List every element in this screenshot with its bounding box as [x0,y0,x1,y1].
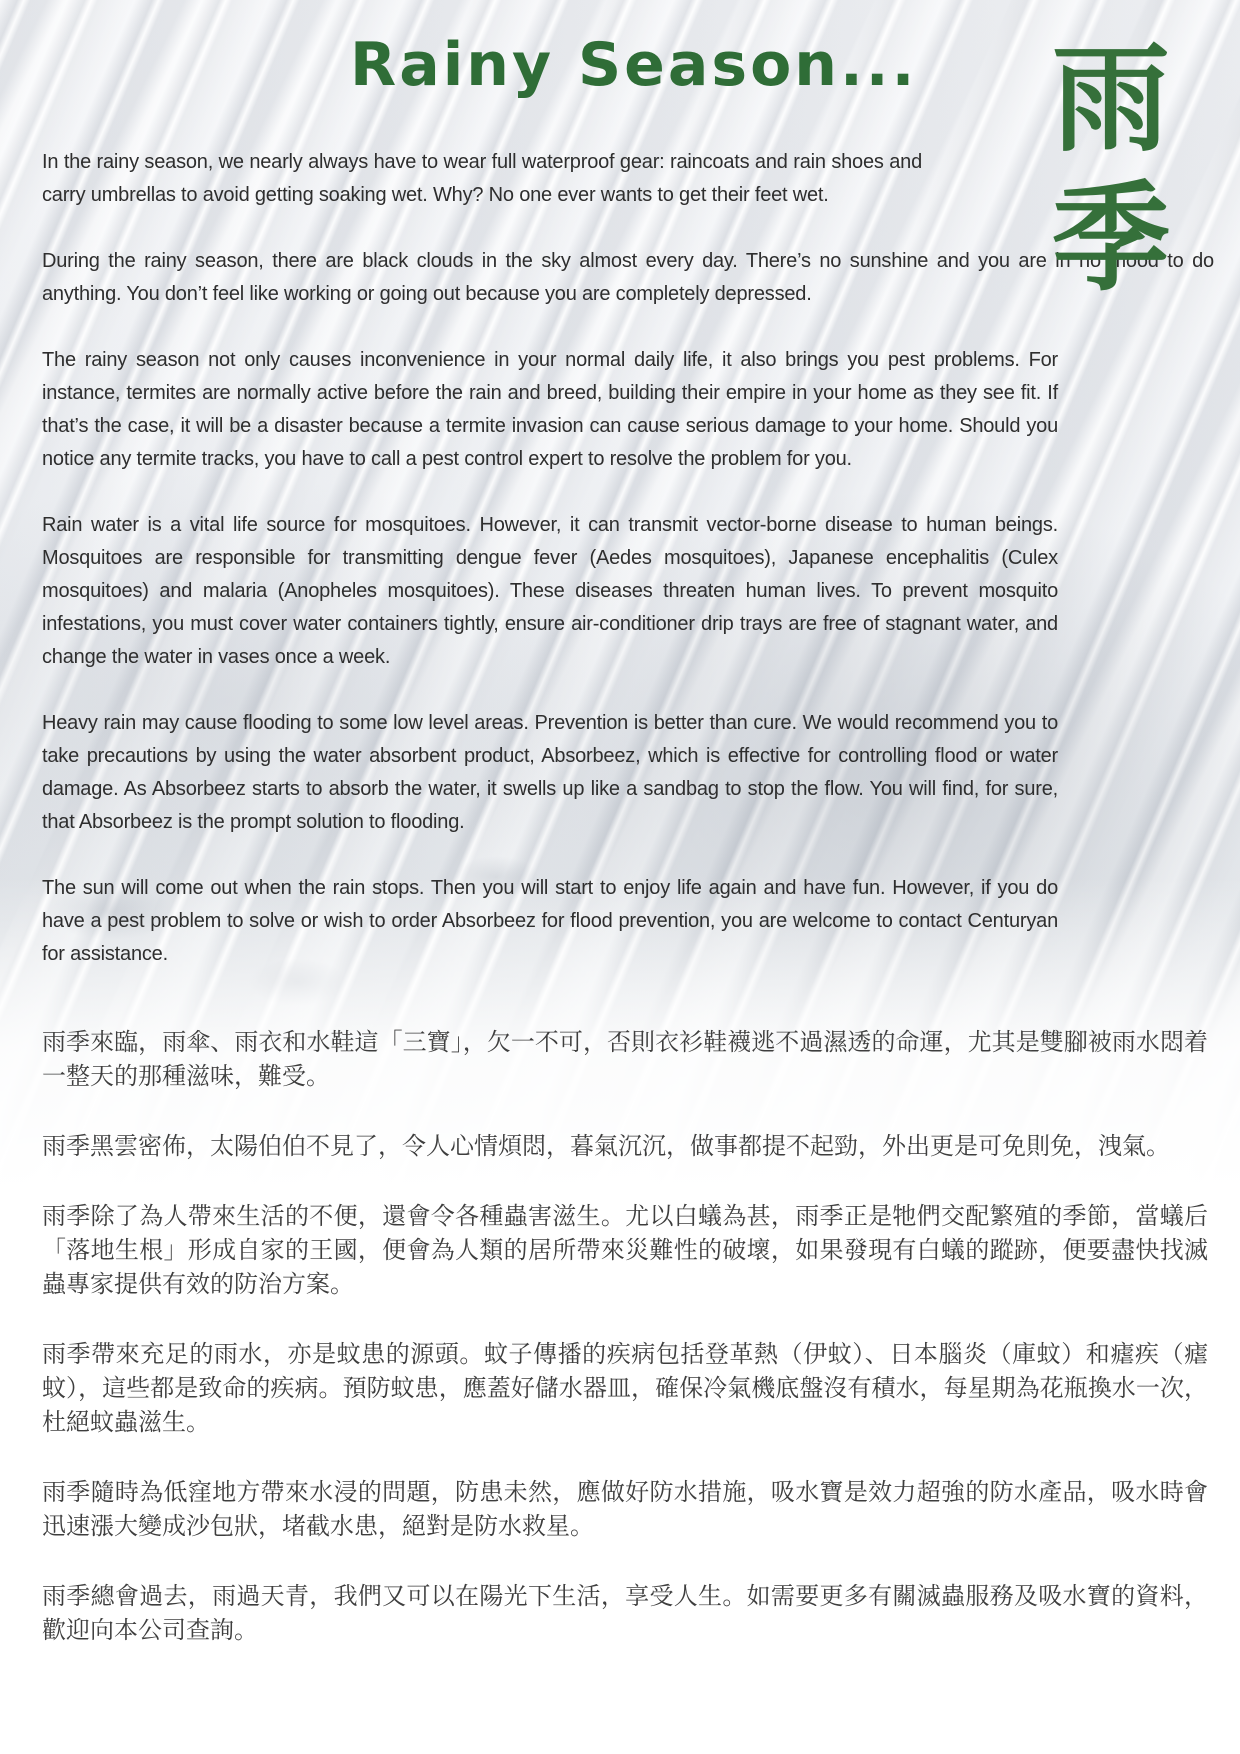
chinese-paragraph-6: 雨季總會過去，雨過天青，我們又可以在陽光下生活，享受人生。如需要更多有關滅蟲服務及吸水寶的資料，歡迎向本公司查詢。 [42,1582,1208,1644]
english-paragraph-3: The rainy season not only causes inconvenience in your normal daily life, it also brings you pest problems. For instance, termites are normally active before the rain and breed, building their empire in your home as they see fit. If that’s the case, it will be a disaster because a termite invasion can cause serious damage to your home. Should you notice any termite tracks, you have to call a pest control expert to resolve the problem for you. [42,349,1058,470]
english-paragraph-1: In the rainy season, we nearly always have to wear full waterproof gear: raincoats and rain shoes and carry umbrellas to avoid getting soaking wet. Why? No one ever wants to get their feet wet. [42,151,922,206]
chinese-paragraph-2: 雨季黑雲密佈，太陽伯伯不見了，令人心情煩悶，暮氣沉沉，做事都提不起勁，外出更是可免則免，洩氣。 [42,1132,1170,1160]
calligraphy-char-rain: 雨 [1051,30,1170,168]
english-paragraph-4: Rain water is a vital life source for mosquitoes. However, it can transmit vector-borne disease to human beings. Mosquitoes are responsible for transmitting dengue fever (Aedes mosquitoes), Japanese encephalitis (Culex mosquitoes) and malaria (Anopheles mosquitoes). These diseases threaten human lives. To prevent mosquito infestations, you must cover water containers tightly, ensure air-conditioner drip trays are free of stagnant water, and change the water in vases once a week. [42,514,1058,668]
chinese-paragraph-4: 雨季帶來充足的雨水，亦是蚊患的源頭。蚊子傳播的疾病包括登革熱（伊蚊）、日本腦炎（庫蚊）和瘧疾（瘧蚊），這些都是致命的疾病。預防蚊患，應蓋好儲水器皿，確保冷氣機底盤沒有積水，每星期為花瓶換水一次，杜絕蚊蟲滋生。 [42,1340,1208,1436]
english-paragraph-5: Heavy rain may cause flooding to some low level areas. Prevention is better than cure. We would recommend you to take precautions by using the water absorbent product, Absorbeez, which is effective for controlling flood or water damage. As Absorbeez starts to absorb the water, it swells up like a sandbag to stop the flow. You will find, for sure, that Absorbeez is the prompt solution to flooding. [42,712,1058,833]
english-paragraph-2: During the rainy season, there are black clouds in the sky almost every day. There’s no sunshine and you are in no mood to do anything. You don’t feel like working or going out because you are completely depressed. [42,250,1214,305]
chinese-paragraph-1: 雨季來臨，雨傘、雨衣和水鞋這「三寶」，欠一不可，否則衣衫鞋襪逃不過濕透的命運，尤其是雙腳被雨水悶着一整天的那種滋味，難受。 [42,1028,1208,1090]
calligraphy-char-season: 季 [1051,169,1170,308]
chinese-paragraph-3: 雨季除了為人帶來生活的不便，還會令各種蟲害滋生。尤以白蟻為甚，雨季正是牠們交配繁殖的季節，當蟻后「落地生根」形成自家的王國，便會為人類的居所帶來災難性的破壞，如果發現有白蟻的蹤跡，便要盡快找滅蟲專家提供有效的防治方案。 [42,1202,1208,1298]
english-paragraph-6: The sun will come out when the rain stops. Then you will start to enjoy life again and have fun. However, if you do have a pest problem to solve or wish to order Absorbeez for flood prevention, you are welcome to contact Centuryan for assistance. [42,877,1058,965]
chinese-section [42,1025,1208,1647]
chinese-paragraph-5: 雨季隨時為低窪地方帶來水浸的問題，防患未然，應做好防水措施，吸水寶是效力超強的防水產品，吸水時會迅速漲大變成沙包狀，堵截水患，絕對是防水救星。 [42,1478,1208,1540]
rainy-season-calligraphy [1044,30,1178,308]
page-title: Rainy Season... [350,30,918,100]
